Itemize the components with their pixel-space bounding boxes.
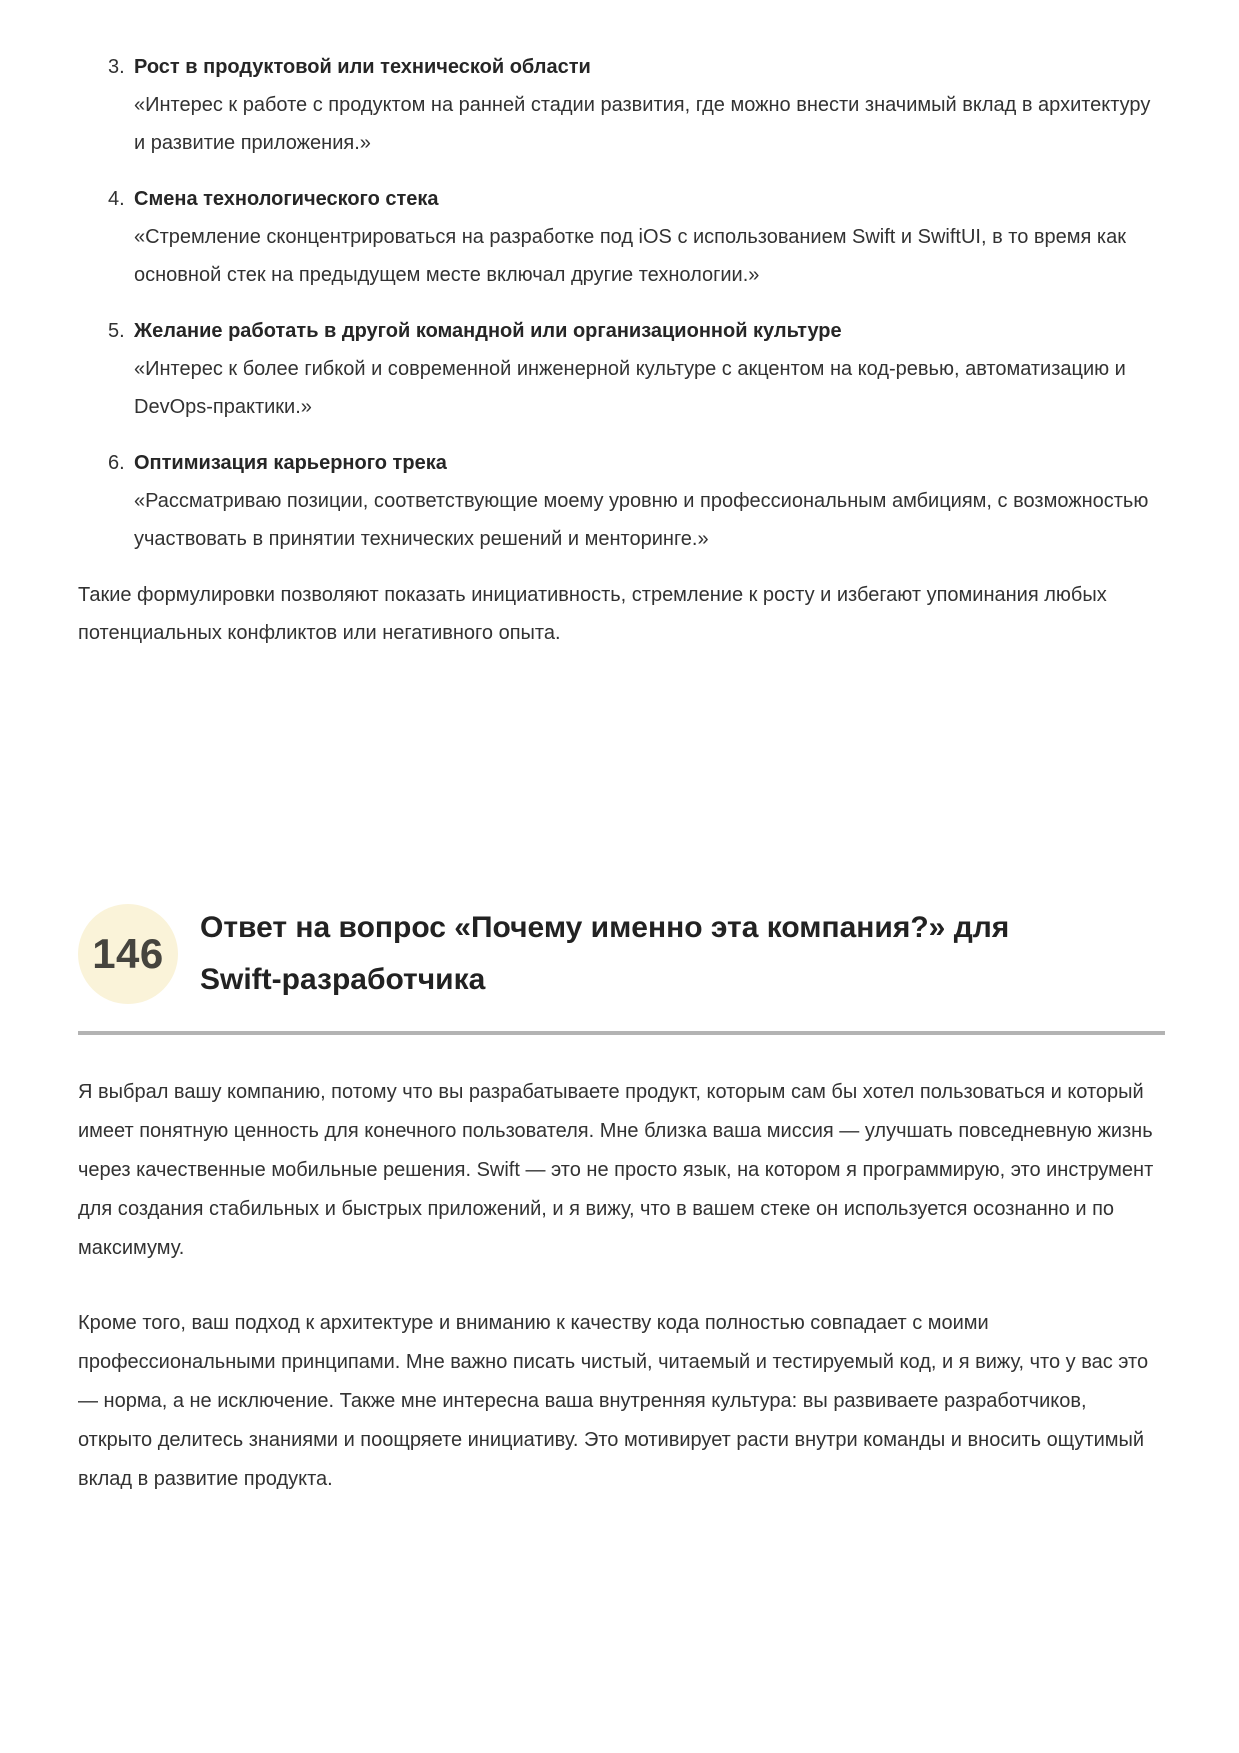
closing-paragraph: Такие формулировки позволяют показать инициативность, стремление к росту и избегают упоминания любых потенциальных конфликтов или негативного опыта.: [78, 584, 1107, 644]
list-item-number: 6.: [108, 452, 125, 474]
list-item-title: Желание работать в другой командной или организационной культуре: [134, 320, 842, 342]
list-item-quote: «Интерес к работе с продуктом на ранней стадии развития, где можно внести значимый вклад в архитектуру и развитие приложения.»: [134, 94, 1151, 154]
reasons-list: [108, 48, 1165, 558]
list-item-number: 4.: [108, 188, 125, 210]
section-divider: [78, 1031, 1165, 1035]
list-item: [108, 312, 1165, 426]
body-paragraph: Кроме того, ваш подход к архитектуре и вниманию к качеству кода полностью совпадает с моими профессиональными принципами. Мне важно писать чистый, читаемый и тестируемый код, и я вижу, что у вас это — норма, а не исключение. Также мне интересна ваша внутренняя культура: вы развиваете разработчиков, открыто делитесь знаниями и поощряете инициативу. Это мотивирует расти внутри команды и вносить ощутимый вклад в развитие продукта.: [78, 1312, 1149, 1490]
list-item-title: Оптимизация карьерного трека: [134, 452, 447, 474]
section-number-badge: [78, 904, 178, 1004]
list-item: [108, 180, 1165, 294]
section-number: 146: [92, 930, 164, 977]
list-item-title: Рост в продуктовой или технической области: [134, 56, 591, 78]
list-item-number: 5.: [108, 320, 125, 342]
list-item-body: [134, 48, 1165, 162]
list-item-quote: «Стремление сконцентрироваться на разработке под iOS с использованием Swift и SwiftUI, в то время как основной стек на предыдущем месте включал другие технологии.»: [134, 226, 1126, 286]
section-title: Ответ на вопрос «Почему именно эта компания?» для Swift-разработчика: [200, 911, 1010, 996]
body-paragraph: Я выбрал вашу компанию, потому что вы разрабатываете продукт, которым сам бы хотел пользоваться и который имеет понятную ценность для конечного пользователя. Мне близка ваша миссия — улучшать повседневную жизнь через качественные мобильные решения. Swift — это не просто язык, на котором я программирую, это инструмент для создания стабильных и быстрых приложений, и я вижу, что в вашем стеке он используется осознанно и по максимуму.: [78, 1081, 1154, 1259]
section-header: [78, 902, 1165, 1006]
list-item-body: [134, 180, 1165, 294]
list-item: [108, 48, 1165, 162]
list-item-quote: «Рассматриваю позиции, соответствующие моему уровню и профессиональным амбициям, с возможностью участвовать в принятии технических решений и менторинге.»: [134, 490, 1149, 550]
list-item: [108, 444, 1165, 558]
list-item-title: Смена технологического стека: [134, 188, 439, 210]
list-item-body: [134, 312, 1165, 426]
list-item-body: [134, 444, 1165, 558]
list-item-quote: «Интерес к более гибкой и современной инженерной культуре с акцентом на код-ревью, автоматизацию и DevOps-практики.»: [134, 358, 1126, 418]
list-item-number: 3.: [108, 56, 125, 78]
